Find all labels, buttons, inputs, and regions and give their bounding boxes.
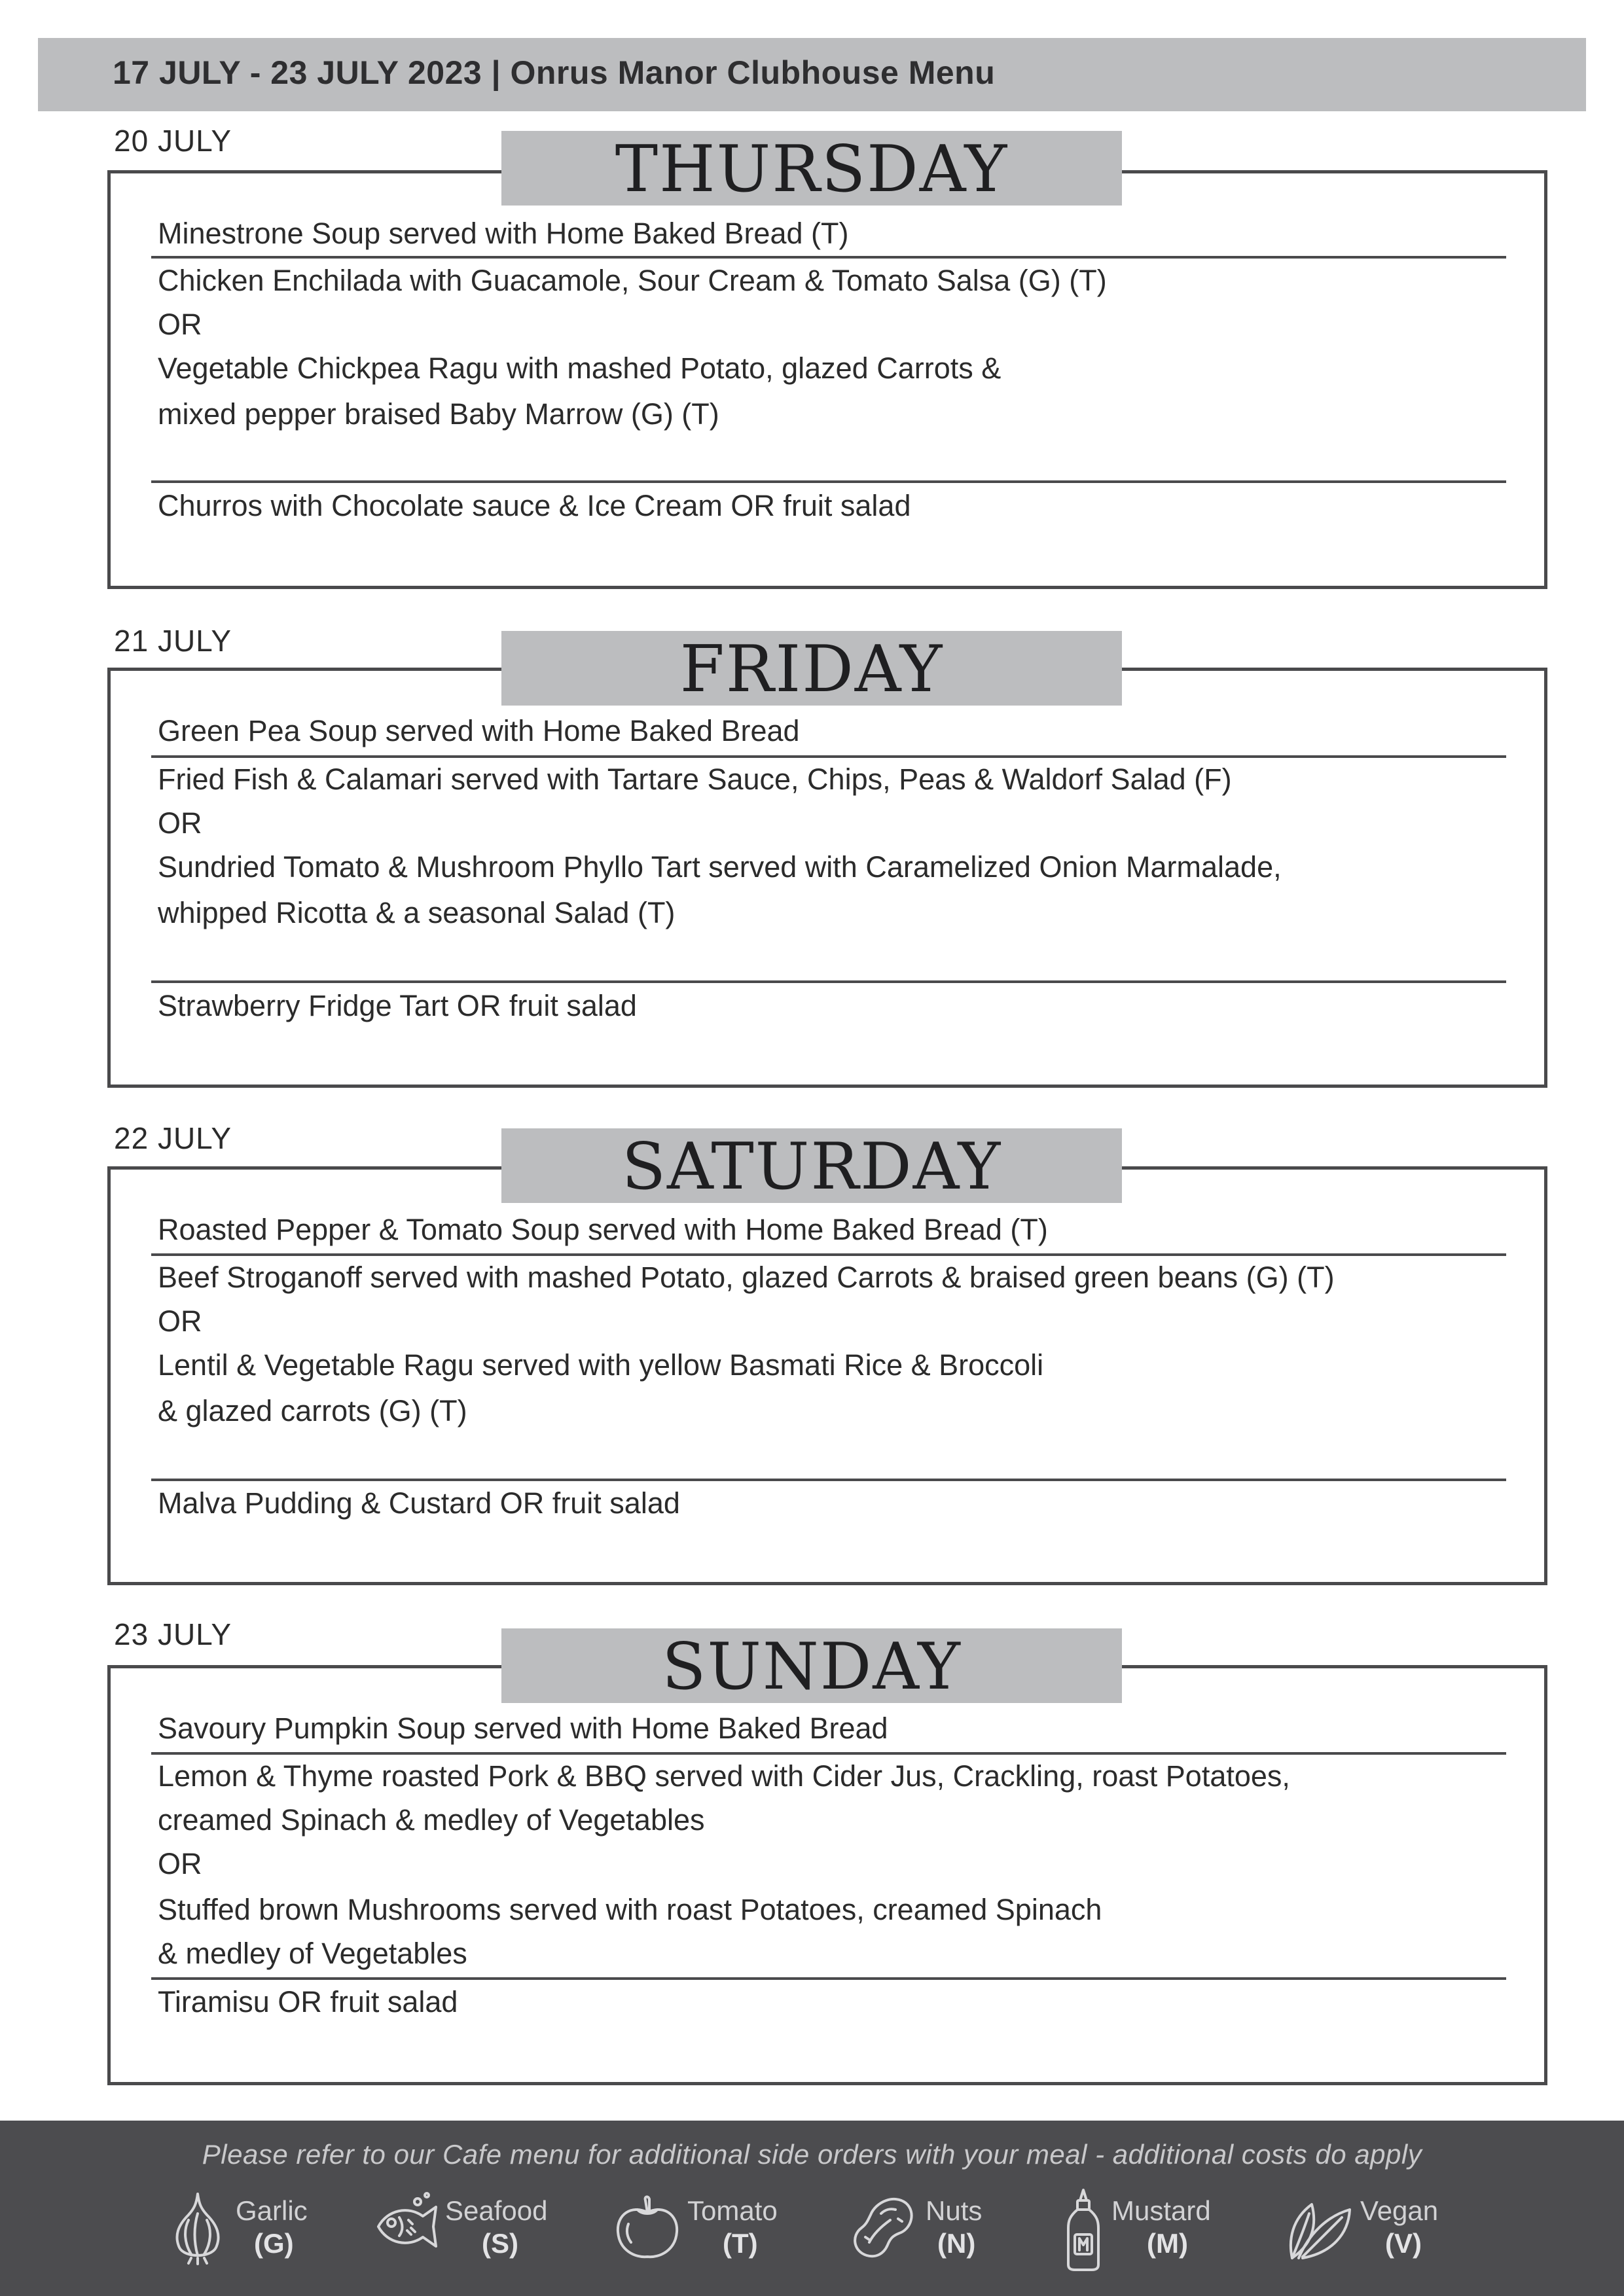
main-item-alt-cont: whipped Ricotta & a seasonal Salad (T) <box>158 896 676 929</box>
legend-code: (M) <box>1147 2228 1188 2259</box>
legend-code: (V) <box>1385 2228 1422 2259</box>
garlic-icon <box>165 2187 230 2266</box>
main-item-alt-cont: & medley of Vegetables <box>158 1937 467 1970</box>
legend-seafood <box>370 2187 567 2272</box>
main-item: Fried Fish & Calamari served with Tartare Sauce, Chips, Peas & Waldorf Salad (F) <box>158 762 1232 796</box>
mustard-bottle-icon <box>1060 2187 1106 2272</box>
day-section-saturday <box>0 1121 1624 1592</box>
day-menu-box <box>107 668 1547 1088</box>
legend-code: (G) <box>254 2228 294 2259</box>
divider <box>151 1752 1506 1755</box>
day-date: 22 JULY <box>114 1121 232 1155</box>
day-menu-box <box>107 1166 1547 1585</box>
main-item-alt: Sundried Tomato & Mushroom Phyllo Tart served with Caramelized Onion Marmalade, <box>158 850 1282 884</box>
footer <box>0 2121 1624 2296</box>
page-title: 17 JULY - 23 JULY 2023 | Onrus Manor Clubhouse Menu <box>113 54 996 91</box>
main-item-alt: Vegetable Chickpea Ragu with mashed Potato, glazed Carrots & <box>158 351 1001 385</box>
tomato-icon <box>611 2187 683 2266</box>
or-label: OR <box>158 1304 202 1338</box>
or-label: OR <box>158 308 202 341</box>
legend-name: Vegan <box>1360 2195 1439 2226</box>
dessert-item: Tiramisu OR fruit salad <box>158 1985 458 2018</box>
day-section-friday <box>0 623 1624 1094</box>
or-label: OR <box>158 806 202 840</box>
day-date: 23 JULY <box>114 1617 232 1651</box>
main-item: Lemon & Thyme roasted Pork & BBQ served with Cider Jus, Crackling, roast Potatoes, <box>158 1759 1290 1793</box>
leaf-icon <box>1283 2187 1355 2266</box>
main-item-alt-cont: mixed pepper braised Baby Marrow (G) (T) <box>158 397 719 431</box>
soup-item: Roasted Pepper & Tomato Soup served with Home Baked Bread (T) <box>158 1213 1048 1246</box>
dessert-item: Malva Pudding & Custard OR fruit salad <box>158 1486 680 1520</box>
day-title: THURSDAY <box>501 131 1122 206</box>
day-date: 20 JULY <box>114 124 232 158</box>
day-title: SUNDAY <box>501 1628 1122 1703</box>
main-item-cont: creamed Spinach & medley of Vegetables <box>158 1803 705 1837</box>
dessert-item: Churros with Chocolate sauce & Ice Cream OR fruit salad <box>158 489 911 522</box>
footer-note: Please refer to our Cafe menu for additional side orders with your meal - additional costs do apply <box>202 2139 1422 2170</box>
soup-item: Savoury Pumpkin Soup served with Home Baked Bread <box>158 1712 888 1745</box>
legend-code: (T) <box>723 2228 758 2259</box>
divider <box>151 256 1506 259</box>
main-item: Chicken Enchilada with Guacamole, Sour Cream & Tomato Salsa (G) (T) <box>158 264 1107 297</box>
divider <box>151 1977 1506 1980</box>
day-section-sunday <box>0 1617 1624 2094</box>
main-item: Beef Stroganoff served with mashed Potato, glazed Carrots & braised green beans (G) (T) <box>158 1261 1335 1294</box>
divider <box>151 1479 1506 1481</box>
day-section-thursday <box>0 123 1624 594</box>
peanut-icon <box>847 2187 919 2266</box>
divider <box>151 755 1506 758</box>
day-title: FRIDAY <box>501 631 1122 706</box>
main-item-alt: Stuffed brown Mushrooms served with roast Potatoes, creamed Spinach <box>158 1893 1102 1926</box>
soup-item: Green Pea Soup served with Home Baked Bread <box>158 714 800 747</box>
soup-item: Minestrone Soup served with Home Baked Bread (T) <box>158 217 849 250</box>
legend-tomato <box>611 2187 808 2272</box>
fish-icon <box>370 2187 442 2266</box>
legend-name: Garlic <box>236 2195 308 2226</box>
legend-garlic <box>165 2187 322 2272</box>
divider <box>151 480 1506 483</box>
day-date: 21 JULY <box>114 624 232 658</box>
divider <box>151 1253 1506 1256</box>
divider <box>151 980 1506 983</box>
legend-name: Nuts <box>926 2195 983 2226</box>
header-banner <box>38 38 1586 111</box>
legend-vegan <box>1283 2187 1453 2272</box>
day-title: SATURDAY <box>501 1128 1122 1203</box>
or-label: OR <box>158 1847 202 1880</box>
legend-name: Mustard <box>1111 2195 1211 2226</box>
legend-name: Tomato <box>687 2195 778 2226</box>
dessert-item: Strawberry Fridge Tart OR fruit salad <box>158 989 637 1022</box>
legend-mustard <box>1060 2187 1231 2272</box>
legend-name: Seafood <box>445 2195 548 2226</box>
main-item-alt-cont: & glazed carrots (G) (T) <box>158 1394 467 1427</box>
legend-code: (S) <box>482 2228 518 2259</box>
legend-code: (N) <box>937 2228 976 2259</box>
main-item-alt: Lentil & Vegetable Ragu served with yellow Basmati Rice & Broccoli <box>158 1348 1044 1382</box>
legend-nuts <box>847 2187 1004 2272</box>
day-menu-box <box>107 170 1547 589</box>
day-menu-box <box>107 1665 1547 2085</box>
